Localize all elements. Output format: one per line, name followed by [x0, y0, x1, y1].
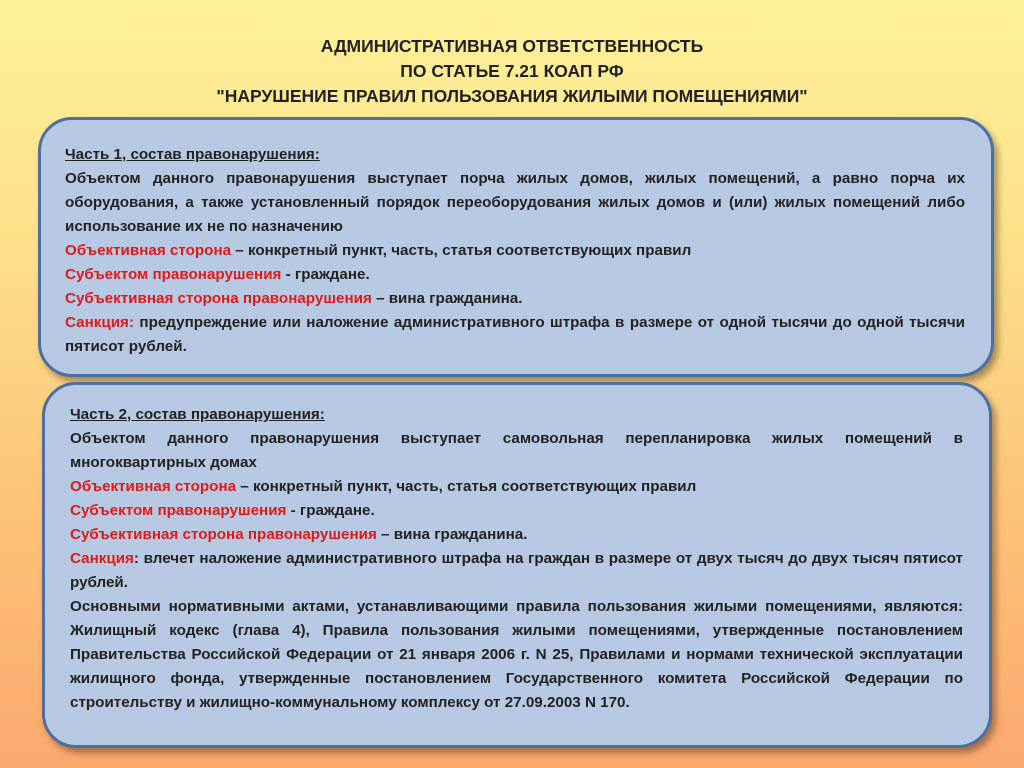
- title-line-3: "НАРУШЕНИЕ ПРАВИЛ ПОЛЬЗОВАНИЯ ЖИЛЫМИ ПОМЕЩЕНИЯМИ": [216, 86, 808, 106]
- part1-panel: [38, 117, 994, 377]
- title-line-2: ПО СТАТЬЕ 7.21 КОАП РФ: [400, 61, 624, 81]
- part1-sanction-text: предупреждение или наложение административного штрафа в размере от одной тысячи до одной тысячи пятисот рублей.: [65, 314, 965, 355]
- part1-subject-label: Субъектом правонарушения: [65, 266, 282, 283]
- part2-subjective: [70, 523, 963, 547]
- part1-heading: Часть 1, состав правонарушения:: [65, 146, 320, 163]
- part2-subject-text: - граждане.: [286, 502, 375, 519]
- part1-subjective-label: Субъективная сторона правонарушения: [65, 290, 372, 307]
- part2-objective-text: – конкретный пункт, часть, статья соответствующих правил: [236, 478, 697, 495]
- part1-objective-label: Объективная сторона: [65, 242, 232, 259]
- title-line-1: АДМИНИСТРАТИВНАЯ ОТВЕТСТВЕННОСТЬ: [320, 36, 704, 56]
- part2-object: Объектом данного правонарушения выступает самовольная перепланировка жилых помещений в многоквартирных домах: [70, 430, 963, 471]
- part2-acts: Основными нормативными актами, устанавливающими правила пользования жилыми помещениями, являются: Жилищный кодекс (глава 4), Правила пользования жилыми помещениями, утвержденные постановлением Правительства Российской Федерации от 21 января 2006 г. N 25, Правилами и нормами технической эксплуатации жилищного фонда, утвержденные постановлением Государственного комитета Российской Федерации по строительству и жилищно-коммунальному комплексу от 27.09.2003 N 170.: [70, 598, 963, 711]
- part2-subjective-label: Субъективная сторона правонарушения: [70, 526, 377, 543]
- part2-objective: [70, 475, 963, 499]
- part1-sanction-label: Санкция:: [65, 314, 134, 331]
- part2-panel: [42, 382, 992, 748]
- part1-object: Объектом данного правонарушения выступает порча жилых домов, жилых помещений, а равно порча их оборудования, а также установленный порядок переоборудования жилых домов и (или) жилых помещений либо использование их не по назначению: [65, 170, 965, 235]
- part1-objective-text: – конкретный пункт, часть, статья соответствующих правил: [231, 242, 692, 259]
- page-title: [0, 34, 1024, 109]
- part2-sanction: [70, 547, 963, 595]
- part1-subject-text: - граждане.: [281, 266, 370, 283]
- part2-subject-label: Субъектом правонарушения: [70, 502, 287, 519]
- part2-subjective-text: – вина гражданина.: [376, 526, 528, 543]
- part2-heading: Часть 2, состав правонарушения:: [70, 406, 325, 423]
- part2-objective-label: Объективная сторона: [70, 478, 237, 495]
- part1-subjective-text: – вина гражданина.: [371, 290, 523, 307]
- part2-sanction-text: : влечет наложение административного штрафа на граждан в размере от двух тысяч до двух тысяч пятисот рублей.: [70, 550, 963, 591]
- part1-objective: [65, 239, 965, 263]
- part1-subjective: [65, 287, 965, 311]
- part1-sanction: [65, 311, 965, 359]
- part2-subject: [70, 499, 963, 523]
- part2-sanction-label: Санкция: [70, 550, 134, 567]
- part1-subject: [65, 263, 965, 287]
